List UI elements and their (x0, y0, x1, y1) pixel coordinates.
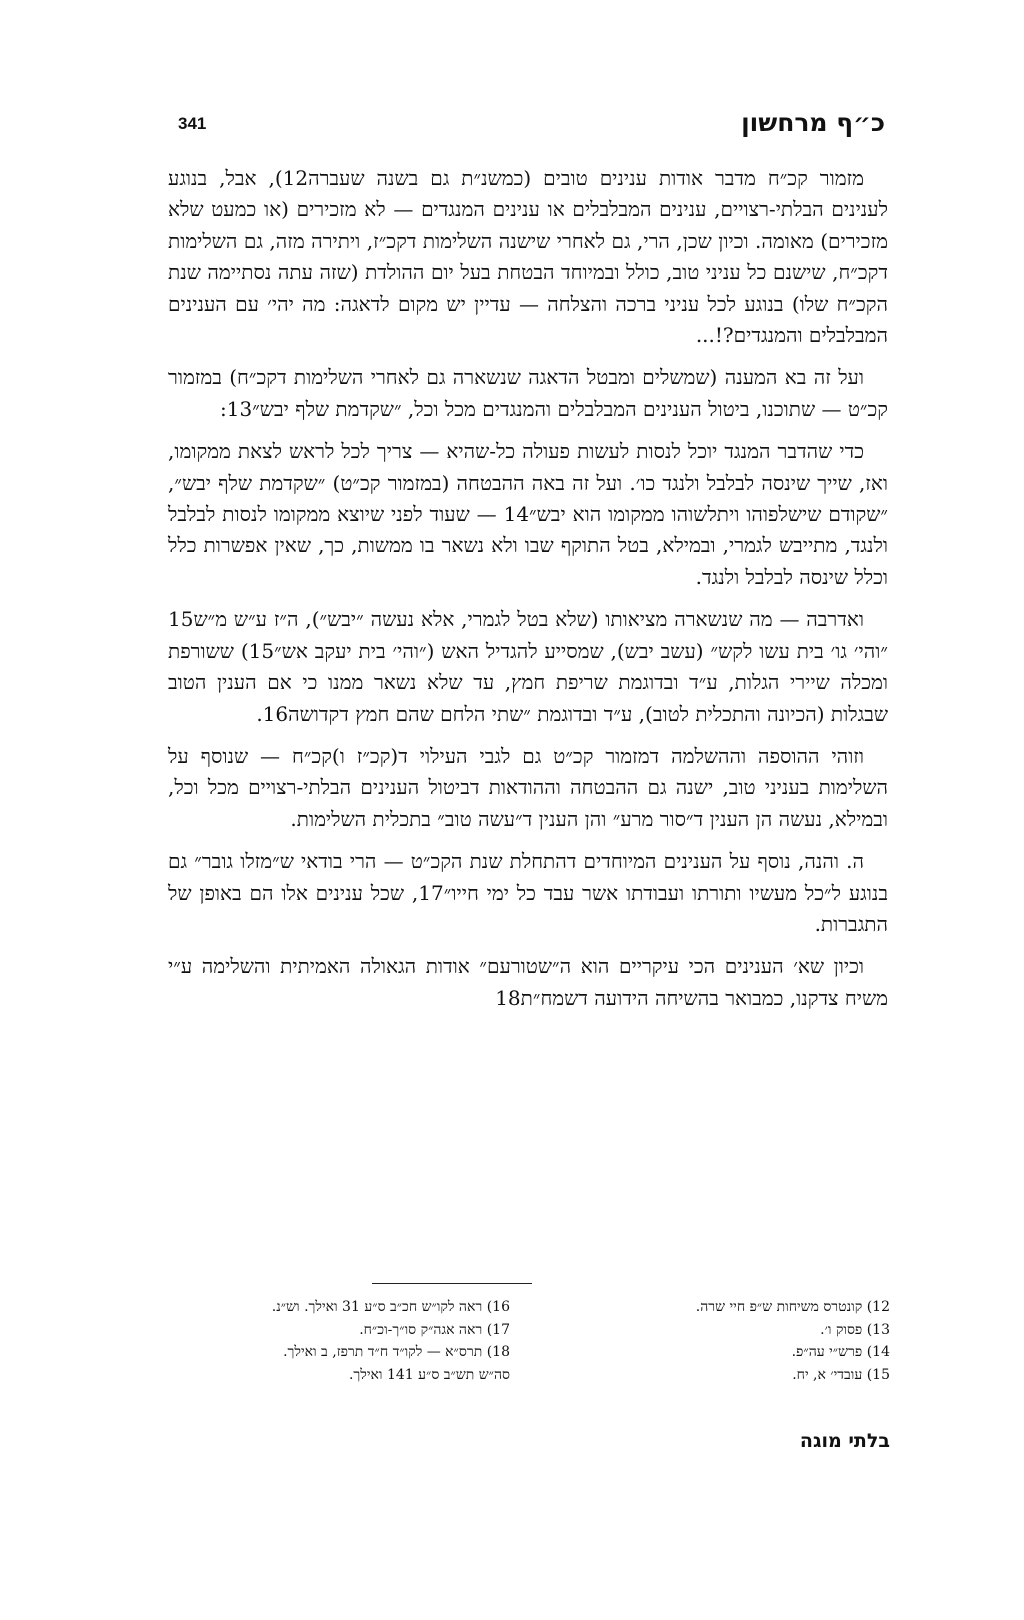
footer-mark: בלתי מוגה (799, 1430, 890, 1452)
paragraph-3: כדי שהדבר המנגד יוכל לנסות לעשות פעולה כל-שהיא — צריך לכל לראש לצאת ממקומו, ואז, שייך שינסה לבלבל ולנגד כו׳. ועל זה באה ההבטחה (במזמור קכ״ט) ״שקדמת שלף יבש״, ״שקודם שישלפוהו ויתלשוהו ממקומו הוא יבש״14 — שעוד לפני שיוצא ממקומו לנסות לבלבל ולנגד, מתייבש לגמרי, ובמילא, בטל התוקף שבו ולא נשאר בו ממשות, כך, שאין אפשרות כלל וכלל שינסה לבלבל ולנגד. (168, 439, 889, 589)
page-number: 341 (178, 114, 207, 133)
footnote: סה״ש תש״ב ס״ע 141 ואילך. (348, 1366, 510, 1383)
footnote-divider (372, 1283, 532, 1284)
footnote: 16) ראה לקו״ש חכ״ב ס״ע 31 ואילך. וש״נ. (271, 1299, 510, 1315)
paragraph-1: מזמור קכ״ח מדבר אודות ענינים טובים (כמשנ״ת גם בשנה שעברה12), אבל, בנוגע לענינים הבלתי-רצויים, ענינים המבלבלים או ענינים המנגדים — לא מזכירים (או כמעט שלא מזכירים) מאומה. וכיון שכן, הרי, גם לאחרי שישנה השלימות דקכ״ז, ויתירה מזה, גם השלימות דקכ״ח, שישנם כל עניני טוב, כולל ובמיוחד הבטחת בעל יום ההולדת (שזה עתה נסתיימה שנת הקכ״ח שלו) בנוגע לכל עניני ברכה והצלחה — עדיין יש מקום לדאגה: מה יהי׳ עם הענינים המבלבלים והמנגדים?!... (168, 166, 888, 348)
running-head: כ״ף מרחשון (741, 108, 885, 137)
footnote: 18) תרס״א — לקו״ד ח״ד תרפז, ב ואילך. (283, 1344, 510, 1360)
paragraph-2: ועל זה בא המענה (שמשלים ומבטל הדאגה שנשארה גם לאחרי השלימות דקכ״ח) במזמור קכ״ט — שתוכנו, ביטול הענינים המבלבלים והמנגדים מכל וכל, ״שקדמת שלף יבש״13: (168, 365, 888, 421)
paragraph-6: ה. והנה, נוסף על הענינים המיוחדים דהתחלת שנת הקכ״ט — הרי בודאי ש״מזלו גובר״ גם בנוגע ל״כל מעשיו ותורתו ועבודתו אשר עבד כל ימי חייו״17, שכל ענינים אלו הם באופן של התגברות. (168, 849, 888, 936)
footnote: 12) קונטרס משיחות ש״פ חיי שרה. (695, 1299, 890, 1315)
footnote: 17) ראה אגה״ק סו״ך-וכ״ח. (359, 1321, 510, 1338)
footnote: 15) עובדי׳ א, יח. (792, 1366, 890, 1383)
footnotes-left-column (160, 1296, 510, 1386)
paragraph-5: וזוהי ההוספה וההשלמה דמזמור קכ״ט גם לגבי העילוי ד(קכ״ז ו)קכ״ח — שנוסף על השלימות בעניני טוב, ישנה גם ההבטחה וההודאות דביטול הענינים הבלתי-רצויים מכל וכל, ובמילא, נעשה הן הענין ד״סור מרע״ והן הענין ד״עשה טוב״ בתכלית השלימות. (168, 743, 889, 831)
paragraph-7: וכיון שא׳ הענינים הכי עיקריים הוא ה״שטורעם״ אודות הגאולה האמיתית והשלימה ע״י משיח צדקנו, כמבואר בהשיחה הידועה דשמח״ת18 (168, 954, 888, 1010)
footnotes-right-column (540, 1296, 890, 1386)
page-header (170, 108, 885, 148)
main-text (168, 163, 888, 1025)
footnote: 14) פרש״י עה״פ. (791, 1344, 890, 1360)
footnote: 13) פסוק ו׳. (820, 1321, 890, 1338)
paragraph-4: ואדרבה — מה שנשארה מציאותו (שלא בטל לגמרי, אלא נעשה ״יבש״), ה״ז ע״ש מ״ש15 ״והי׳ גו׳ בית עשו לקש״ (עשב יבש), שמסייע להגדיל האש (״והי׳ בית יעקב אש״15) ששורפת ומכלה שיירי הגלות, ע״ד ובדוגמת שריפת חמץ, עד שלא נשאר ממנו כי אם הענין הטוב שבגלות (הכיונה והתכלית לטוב), ע״ד ובדוגמת ״שתי הלחם שהם חמץ דקדושה16. (168, 607, 888, 726)
